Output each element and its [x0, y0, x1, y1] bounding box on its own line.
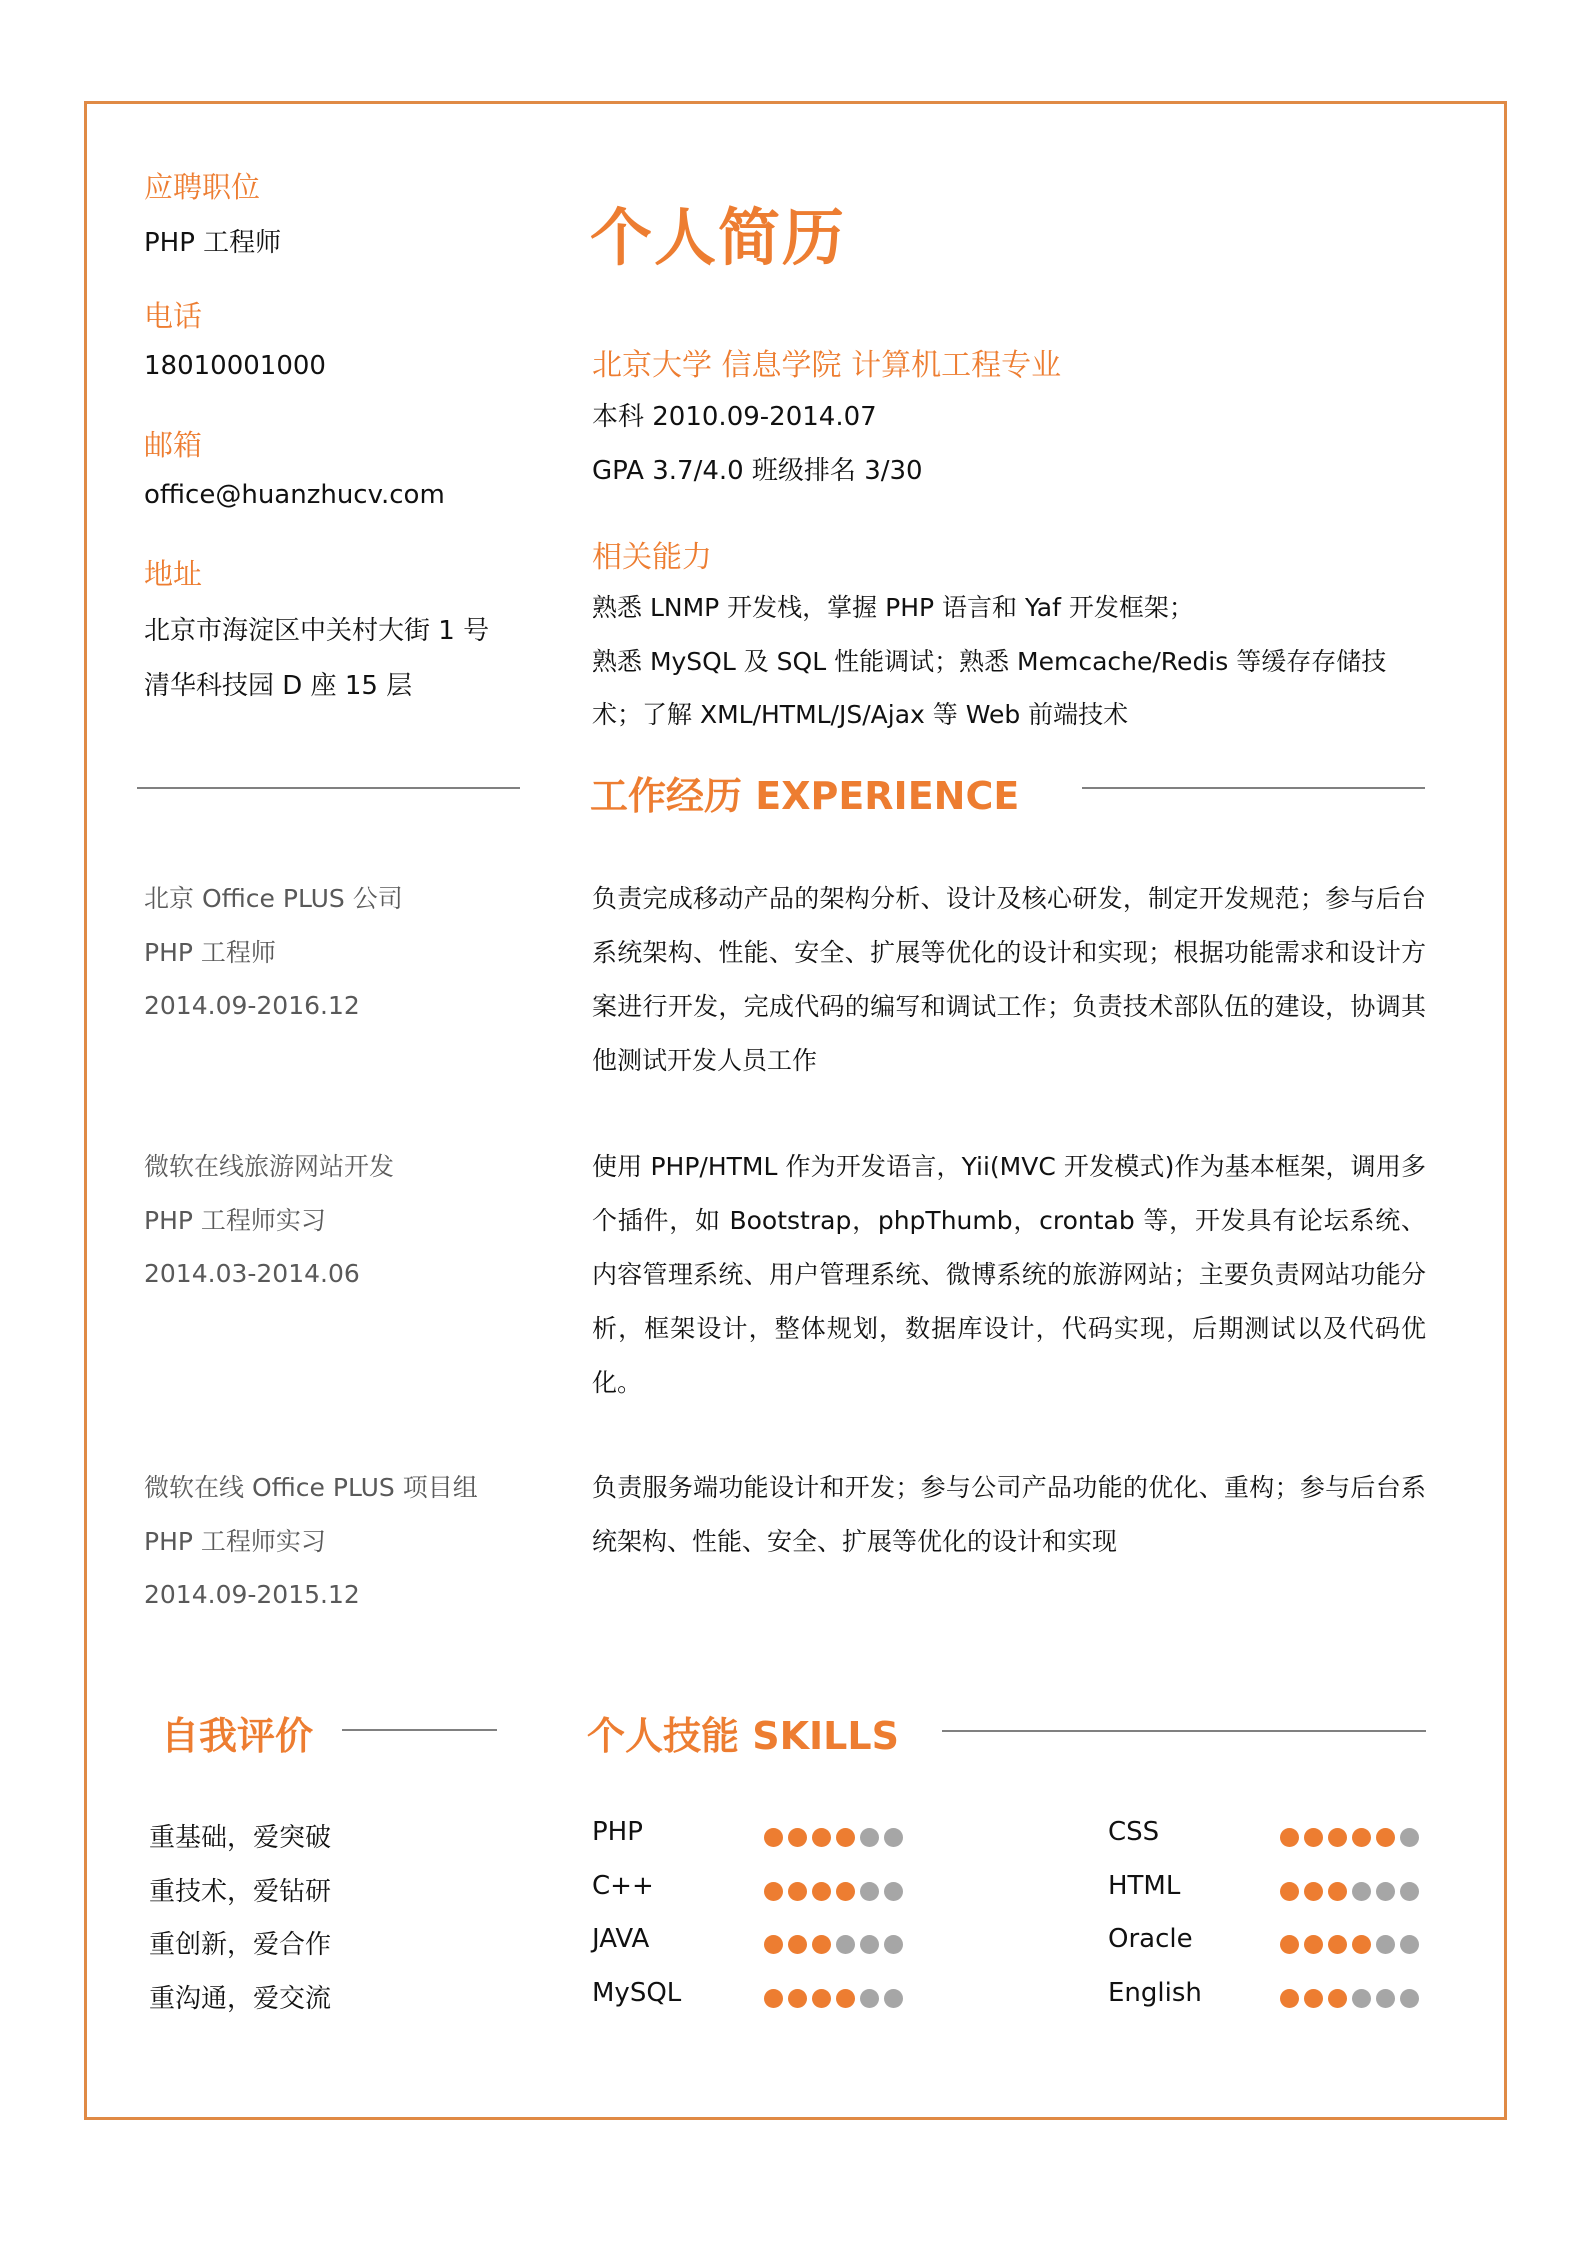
phone-label: 电话 [144, 299, 203, 333]
ability-line-2: 熟悉 MySQL 及 SQL 性能调试；熟悉 Memcache/Redis 等缓存存储技 [592, 647, 1387, 676]
rating-dot-filled-icon [1328, 1882, 1347, 1901]
rating-dot-filled-icon [1352, 1828, 1371, 1847]
self-evaluation-divider [342, 1729, 497, 1731]
rating-dot-filled-icon [788, 1935, 807, 1954]
skill-rating [1280, 1828, 1419, 1847]
rating-dot-filled-icon [788, 1882, 807, 1901]
rating-dot-empty-icon [1400, 1935, 1419, 1954]
entry-company: 北京 Office PLUS 公司 [144, 884, 403, 913]
rating-dot-empty-icon [884, 1935, 903, 1954]
position-label: 应聘职位 [144, 170, 261, 204]
self-evaluation-item: 重创新，爱合作 [149, 1930, 332, 1960]
rating-dot-filled-icon [1280, 1989, 1299, 2008]
education-degree: 本科 2010.09-2014.07 [592, 402, 877, 432]
address-line-1: 北京市海淀区中关村大街 1 号 [144, 616, 490, 646]
rating-dot-filled-icon [812, 1935, 831, 1954]
rating-dot-empty-icon [860, 1828, 879, 1847]
rating-dot-filled-icon [836, 1989, 855, 2008]
rating-dot-filled-icon [1304, 1989, 1323, 2008]
rating-dot-filled-icon [788, 1989, 807, 2008]
rating-dot-filled-icon [1376, 1828, 1395, 1847]
rating-dot-empty-icon [860, 1882, 879, 1901]
skill-rating [764, 1882, 903, 1901]
skill-name: HTML [1108, 1871, 1181, 1901]
entry-period: 2014.09-2015.12 [144, 1580, 360, 1609]
rating-dot-empty-icon [1376, 1935, 1395, 1954]
self-evaluation-item: 重技术，爱钻研 [149, 1877, 332, 1907]
entry-period: 2014.03-2014.06 [144, 1259, 360, 1288]
address-line-2: 清华科技园 D 座 15 层 [144, 671, 413, 701]
skills-heading: 个人技能 SKILLS [587, 1714, 899, 1758]
skill-name: English [1108, 1978, 1202, 2008]
entry-role: PHP 工程师 [144, 938, 276, 967]
skill-name: CSS [1108, 1817, 1160, 1847]
experience-heading: 工作经历 EXPERIENCE [590, 774, 1020, 818]
ability-line-3: 术；了解 XML/HTML/JS/Ajax 等 Web 前端技术 [592, 700, 1129, 729]
rating-dot-empty-icon [836, 1935, 855, 1954]
rating-dot-empty-icon [884, 1882, 903, 1901]
rating-dot-filled-icon [764, 1828, 783, 1847]
rating-dot-empty-icon [1376, 1882, 1395, 1901]
self-evaluation-item: 重基础，爱突破 [149, 1823, 332, 1853]
rating-dot-empty-icon [1400, 1828, 1419, 1847]
education-gpa: GPA 3.7/4.0 班级排名 3/30 [592, 456, 923, 486]
rating-dot-filled-icon [764, 1935, 783, 1954]
rating-dot-filled-icon [1352, 1935, 1371, 1954]
entry-role: PHP 工程师实习 [144, 1206, 326, 1235]
email-label: 邮箱 [144, 428, 203, 462]
skill-rating [764, 1989, 903, 2008]
skills-divider [942, 1730, 1426, 1732]
rating-dot-filled-icon [1328, 1989, 1347, 2008]
rating-dot-empty-icon [1352, 1882, 1371, 1901]
divider-left [137, 787, 520, 789]
skill-rating [764, 1935, 903, 1954]
entry-company: 微软在线 Office PLUS 项目组 [144, 1473, 478, 1502]
skill-name: JAVA [592, 1924, 650, 1954]
rating-dot-filled-icon [1304, 1935, 1323, 1954]
rating-dot-filled-icon [836, 1882, 855, 1901]
skill-name: C++ [592, 1871, 654, 1901]
rating-dot-filled-icon [836, 1828, 855, 1847]
rating-dot-filled-icon [764, 1882, 783, 1901]
rating-dot-empty-icon [1400, 1989, 1419, 2008]
rating-dot-filled-icon [812, 1882, 831, 1901]
rating-dot-empty-icon [884, 1828, 903, 1847]
position-value: PHP 工程师 [144, 228, 282, 258]
rating-dot-filled-icon [1280, 1935, 1299, 1954]
skill-rating [1280, 1989, 1419, 2008]
page-title: 个人简历 [590, 201, 847, 274]
address-label: 地址 [144, 557, 203, 591]
rating-dot-filled-icon [812, 1989, 831, 2008]
rating-dot-empty-icon [1352, 1989, 1371, 2008]
skill-name: Oracle [1108, 1924, 1193, 1954]
skill-rating [1280, 1882, 1419, 1901]
self-evaluation-item: 重沟通，爱交流 [149, 1984, 332, 2014]
rating-dot-filled-icon [1328, 1935, 1347, 1954]
rating-dot-filled-icon [788, 1828, 807, 1847]
email-value: office@huanzhucv.com [144, 480, 445, 510]
rating-dot-empty-icon [884, 1989, 903, 2008]
rating-dot-filled-icon [1304, 1882, 1323, 1901]
entry-description: 负责服务端功能设计和开发；参与公司产品功能的优化、重构；参与后台系统架构、性能、安全、扩展等优化的设计和实现 [592, 1473, 1426, 1556]
entry-description: 使用 PHP/HTML 作为开发语言，Yii(MVC 开发模式)作为基本框架，调用多个插件，如 Bootstrap，phpThumb，crontab 等，开发具有论坛系统、内容管理系统、用户管理系统、微博系统的旅游网站；主要负责网站功能分析，框架设计，整体规划，数据库设计，代码实现，后期测试以及代码优化。 [592, 1152, 1426, 1397]
skill-rating [1280, 1935, 1419, 1954]
entry-role: PHP 工程师实习 [144, 1527, 326, 1556]
education-school: 北京大学 信息学院 计算机工程专业 [592, 348, 1062, 383]
abilities-heading: 相关能力 [592, 540, 712, 575]
rating-dot-filled-icon [812, 1828, 831, 1847]
rating-dot-filled-icon [1280, 1828, 1299, 1847]
divider-right [1082, 787, 1425, 789]
rating-dot-empty-icon [1376, 1989, 1395, 2008]
rating-dot-empty-icon [860, 1989, 879, 2008]
rating-dot-filled-icon [1328, 1828, 1347, 1847]
phone-value: 18010001000 [144, 351, 326, 381]
rating-dot-filled-icon [1280, 1882, 1299, 1901]
rating-dot-filled-icon [1304, 1828, 1323, 1847]
rating-dot-filled-icon [764, 1989, 783, 2008]
skill-rating [764, 1828, 903, 1847]
entry-description: 负责完成移动产品的架构分析、设计及核心研发，制定开发规范；参与后台系统架构、性能、安全、扩展等优化的设计和实现；根据功能需求和设计方案进行开发，完成代码的编写和调试工作；负责技术部队伍的建设，协调其他测试开发人员工作 [592, 884, 1426, 1075]
rating-dot-empty-icon [1400, 1882, 1419, 1901]
rating-dot-empty-icon [860, 1935, 879, 1954]
skill-name: PHP [592, 1817, 643, 1847]
entry-period: 2014.09-2016.12 [144, 991, 360, 1020]
entry-company: 微软在线旅游网站开发 [144, 1152, 395, 1181]
self-evaluation-heading: 自我评价 [161, 1714, 314, 1758]
ability-line-1: 熟悉 LNMP 开发栈，掌握 PHP 语言和 Yaf 开发框架； [592, 593, 1194, 622]
skill-name: MySQL [592, 1978, 682, 2008]
